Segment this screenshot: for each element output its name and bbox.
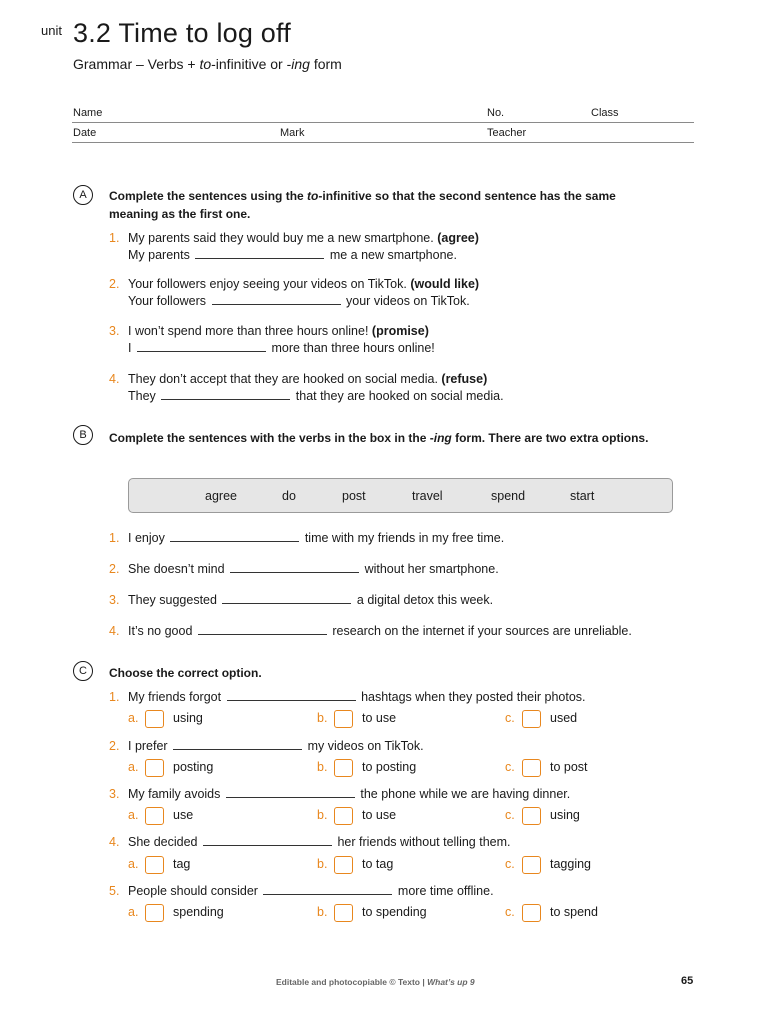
answer-blank[interactable] (173, 738, 302, 750)
word-box (128, 478, 673, 513)
exercise-c-item-3: 3. My family avoids the phone while we are having dinner. (109, 787, 571, 801)
mark-label: Mark (280, 127, 305, 139)
answer-blank[interactable] (137, 340, 266, 352)
word-box-item: agree (205, 489, 237, 503)
name-label: Name (73, 107, 103, 119)
checkbox[interactable] (334, 807, 353, 825)
exercise-c-item-2: 2. I prefer my videos on TikTok. (109, 739, 424, 753)
exercise-a-item-3: 3. I won’t spend more than three hours online! (promise) I more than three hours online! (109, 324, 435, 355)
answer-blank[interactable] (263, 883, 392, 895)
checkbox[interactable] (145, 759, 164, 777)
checkbox[interactable] (522, 904, 541, 922)
info-row-date (72, 123, 694, 143)
answer-blank[interactable] (198, 623, 327, 635)
answer-blank[interactable] (203, 834, 332, 846)
checkbox[interactable] (334, 856, 353, 874)
word-box-item: do (282, 489, 296, 503)
section-b-instruction: Complete the sentences with the verbs in the box in the -ing form. There are two extra options. (109, 431, 649, 445)
word-box-item: start (570, 489, 595, 503)
exercise-b-item-4: 4. It’s no good research on the internet if your sources are unreliable. (109, 624, 632, 638)
checkbox[interactable] (145, 904, 164, 922)
page-subtitle: Grammar – Verbs + to-infinitive or -ing form (73, 56, 342, 72)
checkbox[interactable] (334, 710, 353, 728)
word-box-item: spend (491, 489, 526, 503)
exercise-b-item-2: 2. She doesn’t mind without her smartphone. (109, 562, 499, 576)
answer-blank[interactable] (226, 786, 355, 798)
page-title: 3.2 Time to log off (73, 18, 291, 48)
info-row-name (72, 103, 694, 123)
checkbox[interactable] (145, 710, 164, 728)
answer-blank[interactable] (227, 689, 356, 701)
checkbox[interactable] (334, 759, 353, 777)
answer-blank[interactable] (222, 592, 351, 604)
section-a-instruction: Complete the sentences using the to-infinitive so that the second sentence has the same meaning as the first one. (109, 189, 616, 221)
page-number: 65 (681, 975, 694, 987)
section-a-badge: A (73, 185, 93, 205)
exercise-a-item-1: 1. My parents said they would buy me a new smartphone. (agree) My parents me a new smartphone. (109, 231, 479, 262)
number-label: No. (487, 107, 505, 119)
answer-blank[interactable] (170, 530, 299, 542)
section-b-badge: B (73, 425, 93, 445)
word-box-item: post (342, 489, 366, 503)
checkbox[interactable] (145, 856, 164, 874)
answer-blank[interactable] (195, 247, 324, 259)
class-label: Class (591, 107, 619, 119)
date-label: Date (73, 127, 97, 139)
section-c-badge: C (73, 661, 93, 681)
exercise-a-item-2: 2. Your followers enjoy seeing your videos on TikTok. (would like) Your followers your videos on TikTok. (109, 277, 480, 308)
exercise-a-item-4: 4. They don’t accept that they are hooked on social media. (refuse) They that they are hooked on social media. (109, 372, 504, 403)
checkbox[interactable] (522, 710, 541, 728)
exercise-c-item-5: 5. People should consider more time offline. (109, 884, 494, 898)
teacher-label: Teacher (487, 127, 527, 139)
checkbox[interactable] (522, 759, 541, 777)
footer-copyright: Editable and photocopiable © Texto | What’s up 9 (276, 977, 475, 987)
checkbox[interactable] (522, 807, 541, 825)
exercise-b-item-3: 3. They suggested a digital detox this week. (109, 593, 494, 607)
checkbox[interactable] (145, 807, 164, 825)
exercise-c-item-1: 1. My friends forgot hashtags when they posted their photos. (109, 690, 586, 704)
answer-blank[interactable] (212, 293, 341, 305)
checkbox[interactable] (522, 856, 541, 874)
word-box-item: travel (412, 489, 443, 503)
checkbox[interactable] (334, 904, 353, 922)
section-c-instruction: Choose the correct option. (109, 666, 262, 680)
answer-blank[interactable] (230, 561, 359, 573)
exercise-c-item-4: 4. She decided her friends without telling them. (109, 835, 511, 849)
unit-label: unit (41, 23, 62, 38)
exercise-b-item-1: 1. I enjoy time with my friends in my free time. (109, 531, 505, 545)
answer-blank[interactable] (161, 388, 290, 400)
